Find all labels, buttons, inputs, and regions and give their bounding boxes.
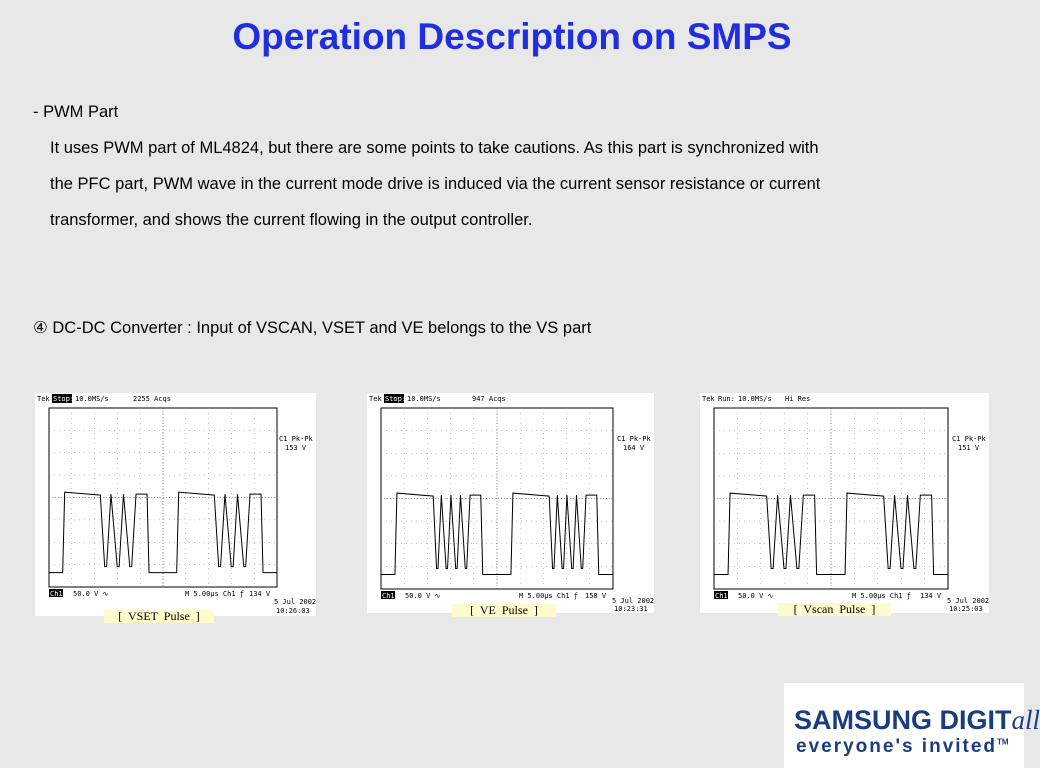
scope-acquisitions: Hi Res: [785, 395, 811, 403]
scope-ve: [367, 393, 654, 613]
pwm-line-1: It uses PWM part of ML4824, but there are some points to take cautions. As this part is synchronized with: [50, 139, 819, 157]
scope-acquisitions: 2255 Acqs: [133, 395, 171, 403]
scope-timebase: M 5.00µs Ch1 ƒ: [185, 590, 245, 598]
pwm-line-3: transformer, and shows the current flowing in the output controller.: [50, 211, 533, 229]
scope-vscan: [700, 393, 989, 613]
scope-state: Stop:: [53, 395, 75, 403]
dcdc-converter-line: ④ DC-DC Converter : Input of VSCAN, VSET and VE belongs to the VS part: [33, 319, 592, 337]
scope-channel: Ch1: [382, 592, 395, 600]
scope-time: 10:23:31: [614, 605, 648, 613]
scope-ve-screen: [367, 393, 654, 613]
scope-graticule: [381, 408, 613, 589]
scope-state: Stop:: [385, 395, 407, 403]
scope-timebase: M 5.00µs Ch1 ƒ: [852, 592, 912, 600]
scope-sample-rate: 10.0MS/s: [407, 395, 441, 403]
scope-measure-value: 151 V: [958, 444, 980, 452]
caption-ve-pulse: [ VE Pulse ]: [452, 604, 556, 617]
logo-brand: SAMSUNG DIGIT: [794, 705, 1012, 735]
scope-sample-rate: 10.0MS/s: [738, 395, 772, 403]
scope-sample-rate: 10.0MS/s: [75, 395, 109, 403]
scope-channel-scale: 50.0 V ∿: [73, 590, 109, 598]
pwm-line-2: the PFC part, PWM wave in the current mode drive is induced via the current sensor resistance or current: [50, 175, 821, 193]
caption-vset-pulse: [ VSET Pulse ]: [104, 610, 214, 623]
scope-vscan-screen: [700, 393, 989, 613]
scope-measure-value: 164 V: [623, 444, 645, 452]
scope-vset: [35, 393, 316, 616]
scope-tek-label: Tek: [702, 395, 715, 403]
logo-brand-italic: all: [1011, 705, 1040, 735]
scope-date: 5 Jul 2002: [274, 598, 317, 606]
scope-timebase: M 5.00µs Ch1 ƒ: [519, 592, 579, 600]
scope-acquisitions: 947 Acqs: [472, 395, 506, 403]
scope-trigger-level: 134 V: [920, 592, 942, 600]
scope-date: 5 Jul 2002: [612, 597, 655, 605]
scope-channel: Ch1: [50, 590, 63, 598]
pwm-heading: - PWM Part: [33, 103, 119, 121]
scope-time: 10:25:03: [949, 605, 983, 613]
scope-vset-screen: [35, 393, 316, 616]
scope-tek-label: Tek: [369, 395, 382, 403]
scope-measure-label: C1 Pk-Pk: [279, 435, 313, 443]
scope-channel-scale: 50.0 V ∿: [405, 592, 441, 600]
scope-date: 5 Jul 2002: [947, 597, 990, 605]
logo-trademark: TM: [997, 737, 1009, 747]
samsung-logo: [784, 683, 1040, 768]
scope-channel: Ch1: [715, 592, 728, 600]
caption-vscan-pulse: [ Vscan Pulse ]: [778, 603, 891, 616]
scope-state: Run:: [718, 395, 735, 403]
scope-measure-label: C1 Pk-Pk: [617, 435, 651, 443]
scope-time: 10:26:03: [276, 607, 310, 615]
scope-tek-label: Tek: [37, 395, 50, 403]
scope-trigger-level: 158 V: [585, 592, 607, 600]
scope-measure-label: C1 Pk-Pk: [952, 435, 986, 443]
scope-measure-value: 153 V: [285, 444, 307, 452]
scope-channel-scale: 50.0 V ∿: [738, 592, 774, 600]
slide-title: Operation Description on SMPS: [232, 16, 792, 57]
logo-slogan: everyone's invited: [796, 736, 998, 757]
scope-trigger-level: 134 V: [249, 590, 271, 598]
